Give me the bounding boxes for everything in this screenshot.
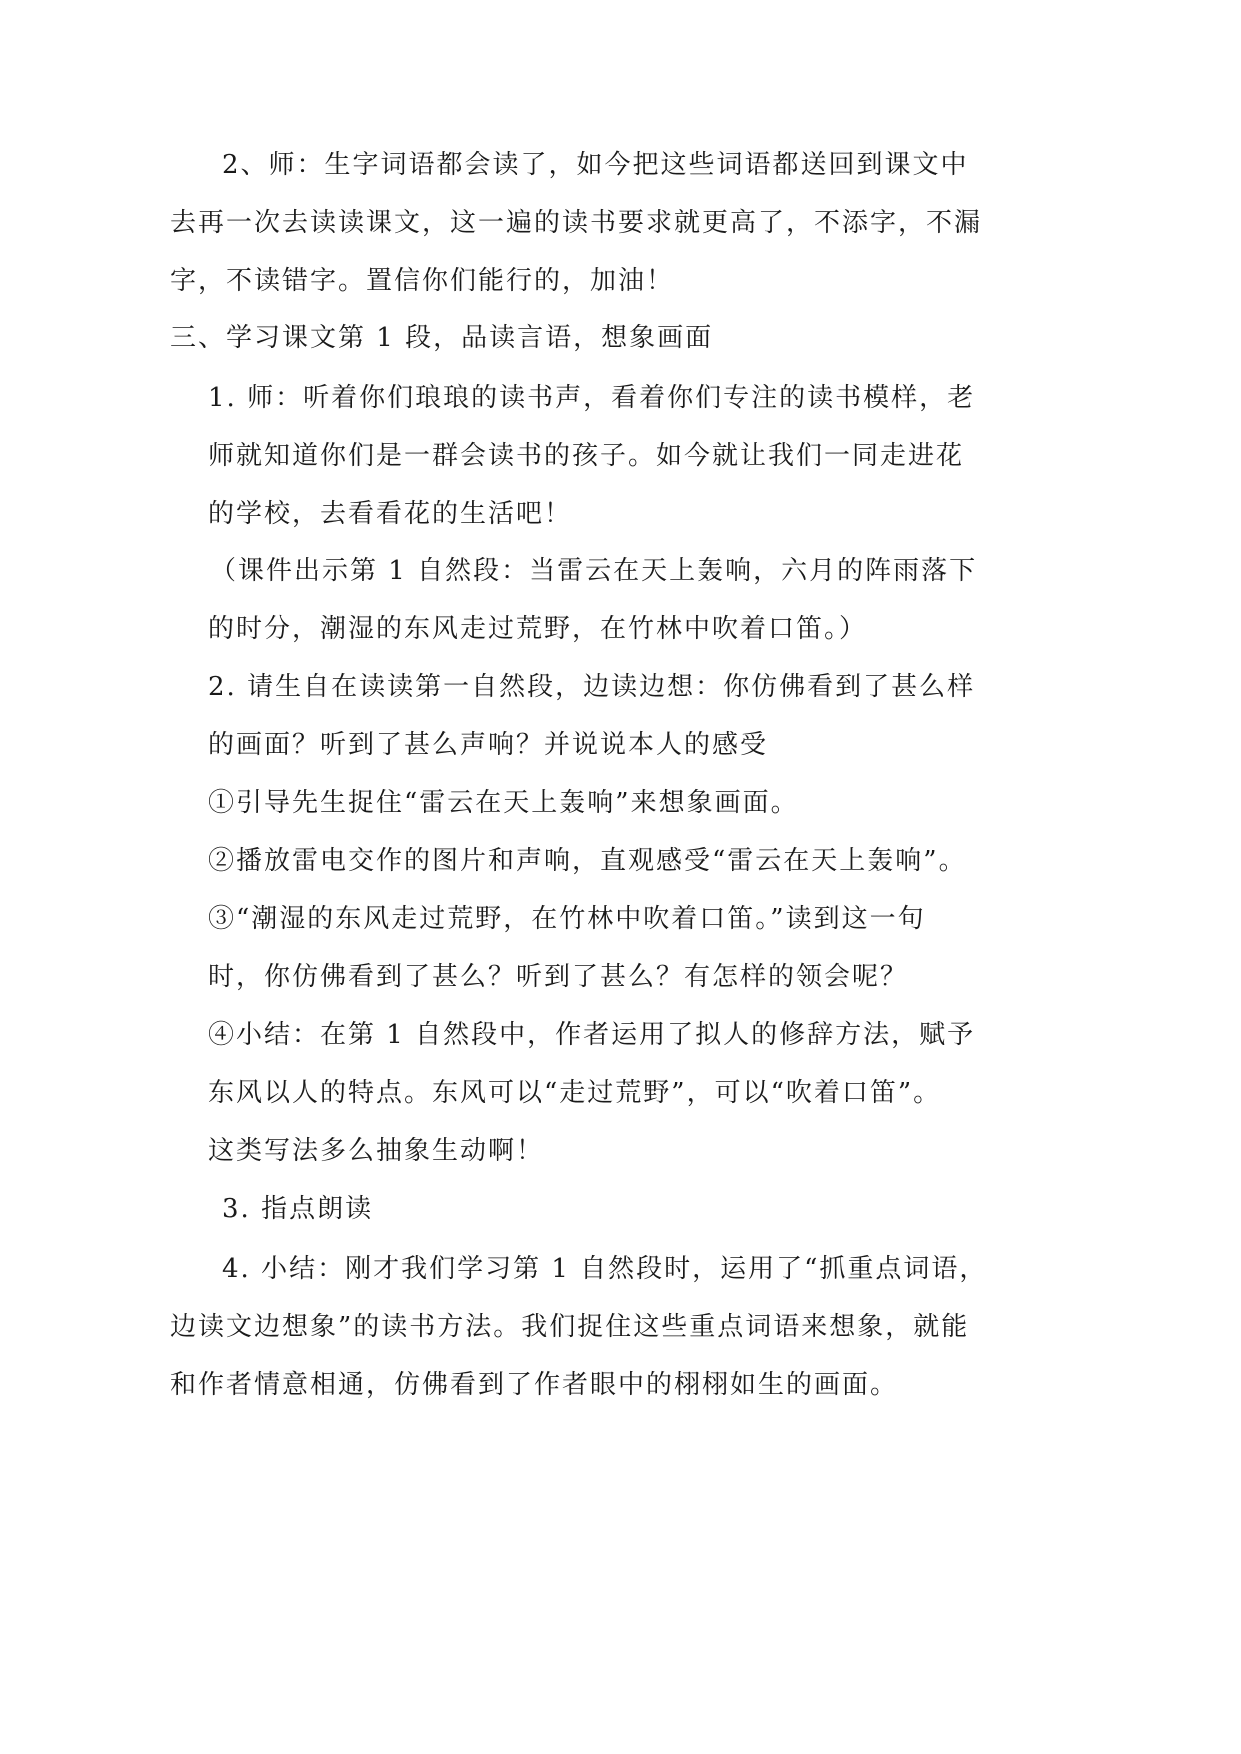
list-item: ④小结：在第 1 自然段中，作者运用了拟人的修辞方法，赋予 — [208, 1020, 976, 1050]
paragraph-line: 和作者情意相通，仿佛看到了作者眼中的栩栩如生的画面。 — [170, 1370, 899, 1400]
paragraph-line: 3. 指点朗读 — [222, 1194, 374, 1224]
paragraph-line: 边读文边想象”的读书方法。我们捉住这些重点词语来想象，就能 — [170, 1312, 970, 1342]
paragraph-line: 去再一次去读读课文，这一遍的读书要求就更高了，不添字，不漏 — [170, 208, 983, 238]
paragraph-line: 1. 师：听着你们琅琅的读书声，看着你们专注的读书模样，老 — [208, 383, 976, 413]
paragraph-line: 时，你仿佛看到了甚么？听到了甚么？有怎样的领会呢？ — [208, 962, 909, 992]
paragraph-line: 4. 小结：刚才我们学习第 1 自然段时，运用了“抓重点词语， — [222, 1254, 988, 1284]
list-item: ②播放雷电交作的图片和声响，直观感受“雷云在天上轰响”。 — [208, 846, 967, 876]
paragraph-line: 的学校，去看看花的生活吧！ — [208, 499, 573, 529]
paragraph-line: 2、师：生字词语都会读了，如今把这些词语都送回到课文中 — [222, 150, 969, 180]
section-heading: 三、学习课文第 1 段，品读言语，想象画面 — [170, 323, 714, 353]
list-item: ①引导先生捉住“雷云在天上轰响”来想象画面。 — [208, 788, 799, 818]
paragraph-line: 东风以人的特点。东风可以“走过荒野”，可以“吹着口笛”。 — [208, 1078, 942, 1108]
paragraph-line: 这类写法多么抽象生动啊！ — [208, 1136, 545, 1166]
paragraph-line: 字，不读错字。置信你们能行的，加油！ — [170, 266, 675, 296]
paragraph-line: 2. 请生自在读读第一自然段，边读边想：你仿佛看到了甚么样 — [208, 672, 976, 702]
paragraph-line: 师就知道你们是一群会读书的孩子。如今就让我们一同走进花 — [208, 441, 965, 471]
list-item: ③“潮湿的东风走过荒野，在竹林中吹着口笛。”读到这一句 — [208, 904, 926, 934]
paragraph-line: 的时分，潮湿的东风走过荒野，在竹林中吹着口笛。） — [208, 614, 868, 644]
paragraph-line: 的画面？听到了甚么声响？并说说本人的感受 — [208, 730, 769, 760]
paragraph-line: （课件出示第 1 自然段：当雷云在天上轰响，六月的阵雨落下 — [210, 556, 978, 586]
